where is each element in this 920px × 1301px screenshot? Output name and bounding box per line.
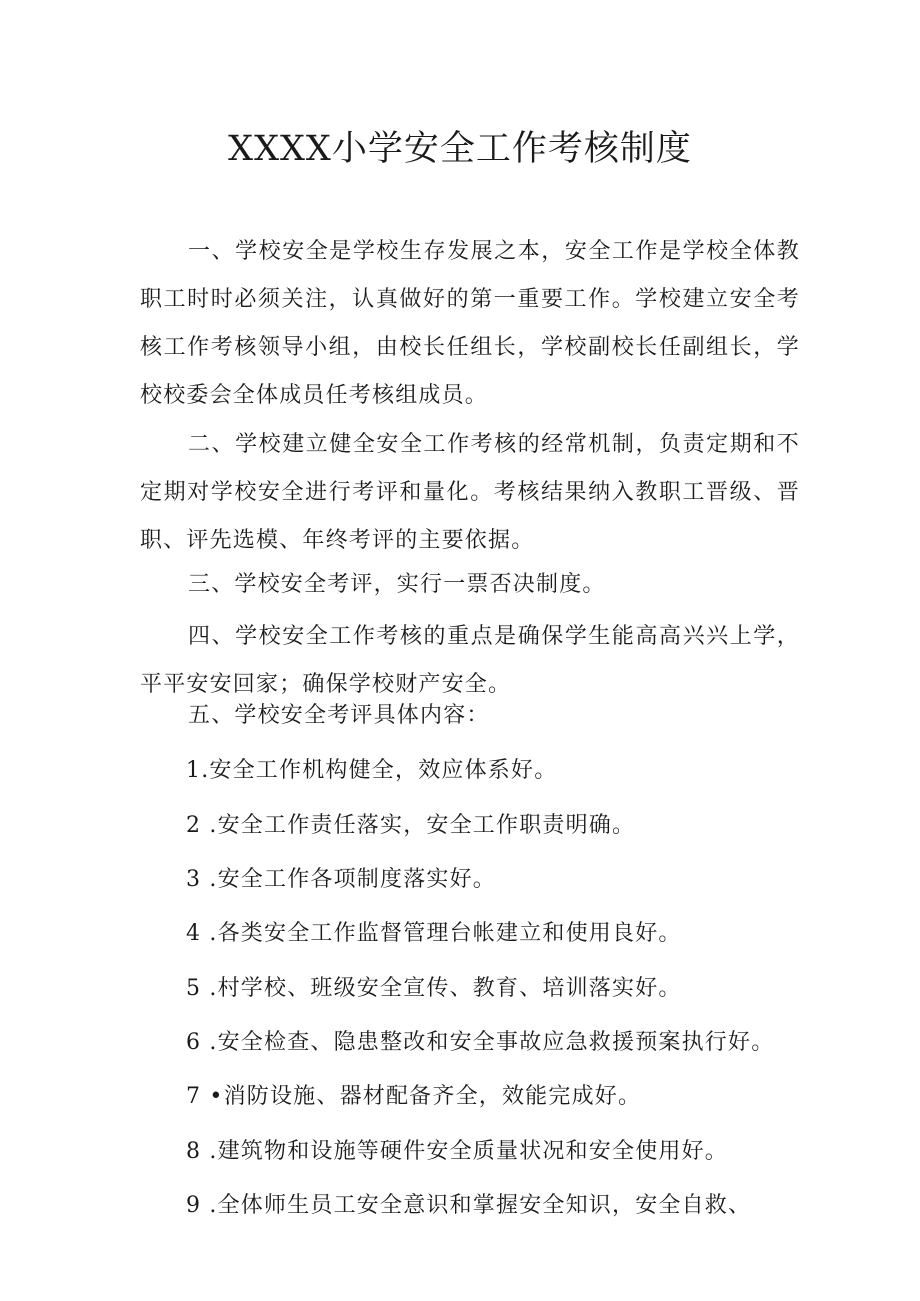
paragraph-1: 一、学校安全是学校生存发展之本，安全工作是学校全体教职工时时必须关注，认真做好的第一重要工作。学校建立安全考核工作考核领导小组，由校长任组长，学校副校长任副组长，学校校委会全体成员任考核组成员。 [140, 239, 800, 408]
list-item-text: 建筑物和设施等硬件安全质量状况和安全使用好。 [217, 1139, 728, 1164]
list-item-number: 3 . [186, 867, 218, 892]
list-item-number: 6 . [186, 1030, 218, 1055]
list-item [186, 751, 557, 791]
list-item-number: 1. [186, 758, 210, 783]
list-item-text: 全体师生员工安全意识和掌握安全知识，安全自救、 [217, 1193, 752, 1218]
list-item [186, 1132, 728, 1172]
list-item-text: 安全工作机构健全，效应体系好。 [209, 758, 558, 783]
list-item-number: 5 . [186, 976, 218, 1001]
list-item-text: 安全工作责任落实，安全工作职责明确。 [217, 813, 636, 838]
list-item-number: 7 • [186, 1084, 224, 1109]
list-item [186, 860, 496, 900]
list-item [186, 1186, 751, 1226]
document-title: XXXX小学安全工作考核制度 [228, 129, 692, 169]
list-item-number: 9 . [186, 1193, 218, 1218]
list-item [186, 969, 682, 1009]
list-item-text: 村学校、班级安全宣传、教育、培训落实好。 [217, 976, 682, 1001]
paragraph-3: 三、学校安全考评，实行一票否决制度。 [188, 572, 606, 597]
paragraph-4: 四、学校安全工作考核的重点是确保学生能高高兴兴上学，平平安安回家；确保学校财产安全。 [140, 624, 800, 697]
list-item-text: 各类安全工作监督管理台帐建立和使用良好。 [217, 921, 682, 946]
list-item-text: 安全工作各项制度落实好。 [217, 867, 496, 892]
paragraph-2: 二、学校建立健全安全工作考核的经常机制，负责定期和不定期对学校安全进行考评和量化。考核结果纳入教职工晋级、晋职、评先选模、年终考评的主要依据。 [140, 432, 800, 553]
list-item [186, 1023, 774, 1063]
list-item-text: 安全检查、隐患整改和安全事故应急救援预案执行好。 [217, 1030, 775, 1055]
list-item [186, 1077, 641, 1117]
list-item [186, 806, 635, 846]
list-item-number: 2 . [186, 813, 218, 838]
paragraph-5: 五、学校安全考评具体内容： [188, 703, 490, 728]
list-item [186, 914, 682, 954]
list-item-number: 4 . [186, 921, 218, 946]
list-item-number: 8 . [186, 1139, 218, 1164]
list-item-text: 消防设施、器材配备齐全，效能完成好。 [223, 1084, 642, 1109]
